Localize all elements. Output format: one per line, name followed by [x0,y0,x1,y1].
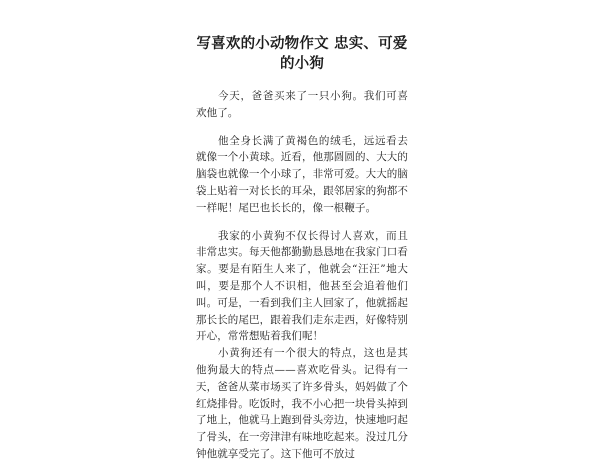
essay-paragraph-4: 小黄狗还有一个很大的特点，这也是其他狗最大的特点——喜欢吃骨头。记得有一天，爸爸从菜市场买了许多骨头，妈妈做了个红烧排骨。吃饭时，我不小心把一块骨头掉到了地上，他就马上跑到骨头旁边，快速地叼起了骨头，在一旁津津有味地吃起来。没过几分钟他就享受完了。这下他可不放过 [196,347,408,460]
essay-body [196,34,408,463]
essay-title: 写喜欢的小动物作文 忠实、可爱的小狗 [196,36,408,72]
essay-paragraph-1: 今天，爸爸买来了一只小狗。我们可喜欢他了。 [196,90,408,119]
essay-paragraph-3: 我家的小黄狗不仅长得讨人喜欢，而且非常忠实。每天他都勤勤恳恳地在我家门口看家。要是有陌生人来了，他就会“汪汪”地大叫，要是那个人不识相，他甚至会追着他们叫。可是，一看到我们主人回家了，他就摇起那长长的尾巴，跟着我们走东走西，好像特别开心，常常想贴着我们呢！ [196,229,408,343]
essay-paragraph-2: 他全身长满了黄褐色的绒毛，远远看去就像一个小黄球。近看，他那圆圆的、大大的脑袋也就像一个小球了，非常可爱。大大的脑袋上贴着一对长长的耳朵，跟邻居家的狗都不一样呢！尾巴也长长的，像一根鞭子。 [196,134,408,214]
